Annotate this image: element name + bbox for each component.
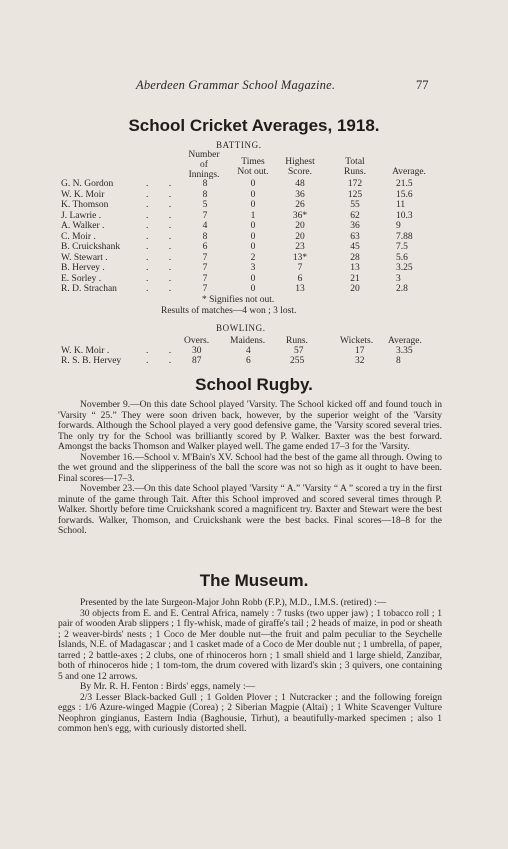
total-value: 125: [347, 189, 363, 200]
total-value: 28: [350, 252, 360, 263]
table-row: [0, 274, 508, 285]
innings-value: 7: [202, 284, 208, 294]
player-name: A. Walker .: [61, 221, 105, 231]
header-not-out: Times Not out.: [237, 157, 269, 177]
table-row: [0, 356, 508, 367]
cricket-title: School Cricket Averages, 1918.: [128, 116, 380, 135]
player-name: E. Sorley .: [61, 273, 102, 284]
not-out-value: 0: [250, 221, 256, 231]
leader-dots: . .: [146, 189, 181, 200]
player-name: W. K. Moir: [61, 189, 105, 200]
bowler-name: W. K. Moir .: [61, 346, 110, 356]
total-value: 13: [350, 263, 360, 273]
table-row: [0, 232, 508, 243]
leader-dots: . .: [146, 179, 181, 189]
total-value: 172: [347, 179, 363, 189]
table-row: [0, 284, 508, 295]
highest-value: 26: [295, 200, 305, 210]
player-name: W. Stewart .: [61, 252, 108, 263]
total-value: 45: [350, 242, 360, 252]
player-name: B. Cruickshank: [61, 242, 121, 252]
leader-dots: . .: [146, 231, 181, 242]
header-innings: Number of Innings.: [188, 150, 220, 180]
bowling-average-value: 3.35: [396, 346, 413, 356]
total-value: 36: [350, 221, 360, 231]
not-out-note: * Signifies not out.: [202, 295, 275, 305]
wickets-value: 17: [355, 346, 365, 356]
leader-dots: . .: [146, 242, 181, 252]
wickets-value: 32: [355, 356, 365, 366]
average-value: 5.6: [396, 252, 408, 263]
player-name: K. Thomson: [61, 200, 109, 210]
highest-value: 36*: [292, 210, 308, 221]
overs-value: 87: [192, 356, 202, 366]
highest-value: 20: [295, 221, 305, 231]
runs-value: 255: [290, 356, 305, 366]
not-out-value: 0: [250, 231, 256, 242]
average-value: 15.6: [396, 189, 413, 200]
highest-value: 23: [295, 242, 305, 252]
table-row: [0, 263, 508, 274]
leader-dots: . .: [146, 200, 181, 210]
player-name: C. Moir .: [61, 231, 96, 242]
innings-value: 8: [202, 231, 208, 242]
overs-value: 30: [192, 346, 202, 356]
header-overs: Overs.: [184, 336, 210, 346]
innings-value: 7: [202, 263, 208, 273]
highest-value: 36: [295, 189, 305, 200]
header-total: Total Runs.: [344, 157, 366, 177]
total-value: 62: [350, 210, 360, 221]
innings-value: 5: [202, 200, 208, 210]
not-out-value: 2: [250, 252, 256, 263]
table-row: [0, 200, 508, 211]
average-value: 21.5: [396, 179, 413, 189]
average-value: 3.25: [396, 263, 413, 273]
table-row: [0, 179, 508, 190]
average-value: 10.3: [396, 210, 413, 221]
total-value: 21: [350, 273, 360, 284]
average-value: 9: [396, 221, 401, 231]
maidens-value: 6: [246, 356, 251, 366]
museum-paragraph: 30 objects from E. and E. Central Africa, namely : 7 tusks (two upper jaw) ; 1 tobacco roll ; 1 pair of wooden Arab slippers ; 1 fly-whisk, made of giraffe's tail ; 2 heads of maize, in pod or sheath ; 2 weaver-birds' nests ; 1 Coco de Mer double nut—the fruit and palm peculiar to the Seychelle Islands, N.E. of Madagascar ; and 1 casket made of a Coco de Mer double nut ; 1 umbrella, of paper, tarred ; 2 battle-axes ; 2 clubs, one of rhinoceros horn ; 1 small shield and 1 large shield, Zanzibar, both of rhinoceros hide ; 1 tom-tom, the drum covered with lizard's skin ; 3 quivers, one containing 5 and one 12 arrows.: [58, 608, 442, 682]
header-wickets: Wickets.: [340, 336, 374, 346]
player-name: R. D. Strachan: [61, 284, 117, 294]
not-out-value: 0: [250, 179, 256, 189]
average-value: 7.5: [396, 242, 408, 252]
table-row: [0, 190, 508, 201]
leader-dots: . .: [146, 356, 181, 366]
match-results: Results of matches—4 won ; 3 lost.: [161, 306, 297, 316]
total-value: 20: [350, 284, 360, 294]
total-value: 55: [350, 200, 360, 210]
running-title: Aberdeen Grammar School Magazine.: [136, 78, 336, 92]
not-out-value: 0: [250, 200, 256, 210]
museum-paragraph: 2/3 Lesser Black-backed Gull ; 1 Golden Plover ; 1 Nutcracker ; and the following foreign eggs : 1/6 Azure-winged Magpie (Corea) ; 2 Siberian Magpie (Altai) ; 1 White Scavenger Vulture Neophron gingianus, Eastern India (Baghousie, Tirhut), a beautifully-marked specimen ; also 1 common hen's egg, with curiously distorted shell.: [58, 692, 442, 734]
table-row: [0, 221, 508, 232]
table-row: [0, 211, 508, 222]
player-name: J. Lawrie .: [61, 210, 102, 221]
rugby-paragraph: November 23.—On this date School played 'Varsity “ A.” 'Varsity “ A ” scored a try in the first minute of the game through Tait. After this School improved and scored several times through P. Walker. Shortly before time Cruickshank scored a magnificent try. Baxter and Stewart were the best forwards. Walker, Thomson, and Cruickshank were the best backs. Final scores—18–8 for the School.: [58, 484, 442, 536]
table-row: [0, 242, 508, 253]
total-value: 63: [350, 231, 360, 242]
innings-value: 7: [202, 252, 208, 263]
leader-dots: . .: [146, 210, 181, 221]
highest-value: 48: [295, 179, 305, 189]
innings-value: 6: [202, 242, 208, 252]
bowling-label: BOWLING.: [216, 323, 266, 333]
table-row: [0, 253, 508, 264]
maidens-value: 4: [246, 346, 251, 356]
not-out-value: 1: [250, 210, 256, 221]
highest-value: 7: [297, 263, 303, 273]
highest-value: 20: [295, 231, 305, 242]
museum-paragraph: By Mr. R. H. Fenton : Birds' eggs, namely :—: [80, 682, 256, 692]
header-runs: Runs.: [286, 336, 308, 346]
not-out-value: 3: [250, 263, 256, 273]
leader-dots: . .: [146, 346, 181, 356]
header-average: Average.: [392, 167, 426, 177]
not-out-value: 0: [250, 242, 256, 252]
bowling-average-value: 8: [396, 356, 401, 366]
highest-value: 6: [297, 273, 303, 284]
rugby-title: School Rugby.: [195, 375, 313, 394]
average-value: 3: [396, 273, 401, 284]
rugby-paragraph: November 16.—School v. M'Bain's XV. School had the best of the game all through. Owing to the wet ground and the slipperiness of the ball the score was not so high as it ought to have been. Final scores—17–3.: [58, 452, 442, 484]
innings-value: 4: [202, 221, 208, 231]
player-name: B. Hervey .: [61, 263, 105, 273]
average-value: 11: [396, 200, 406, 210]
museum-title: The Museum.: [199, 571, 309, 590]
player-name: G. N. Gordon: [61, 179, 114, 189]
leader-dots: . .: [146, 252, 181, 263]
rugby-paragraph: November 9.—On this date School played 'Varsity. The School kicked off and found touch in 'Varsity “ 25.” They were soon driven back, however, by the superior weight of the 'Varsity forwards. Although the School played a very good defensive game, the 'Varsity scored several tries. The only try for the School was brilliantly scored by P. Walker. Baxter was the best forward. Amongst the backs Thomson and Walker played well. The game ended 17–3 for the 'Varsity.: [58, 400, 442, 452]
leader-dots: . .: [146, 263, 181, 273]
batting-label: BATTING.: [216, 140, 262, 150]
not-out-value: 0: [250, 273, 256, 284]
header-highest: Highest Score.: [285, 157, 315, 177]
rugby-body: [58, 400, 442, 537]
running-head: [0, 78, 508, 94]
header-maidens: Maidens.: [230, 336, 266, 346]
highest-value: 13*: [292, 252, 308, 263]
header-bowling-average: Average.: [388, 336, 422, 346]
innings-value: 8: [202, 189, 208, 200]
highest-value: 13: [295, 284, 305, 294]
not-out-value: 0: [250, 189, 256, 200]
leader-dots: . .: [146, 221, 181, 231]
not-out-value: 0: [250, 284, 256, 294]
page-number: 77: [416, 78, 429, 92]
bowler-name: R. S. B. Hervey: [61, 356, 122, 366]
leader-dots: . .: [146, 284, 181, 294]
museum-body: [58, 598, 442, 735]
innings-value: 7: [202, 273, 208, 284]
runs-value: 57: [294, 346, 304, 356]
museum-paragraph: Presented by the late Surgeon-Major John Robb (F.P.), M.D., I.M.S. (retired) :—: [80, 598, 387, 608]
innings-value: 7: [202, 210, 208, 221]
leader-dots: . .: [146, 273, 181, 284]
average-value: 2.8: [396, 284, 408, 294]
average-value: 7.88: [396, 231, 413, 242]
innings-value: 8: [202, 179, 208, 189]
